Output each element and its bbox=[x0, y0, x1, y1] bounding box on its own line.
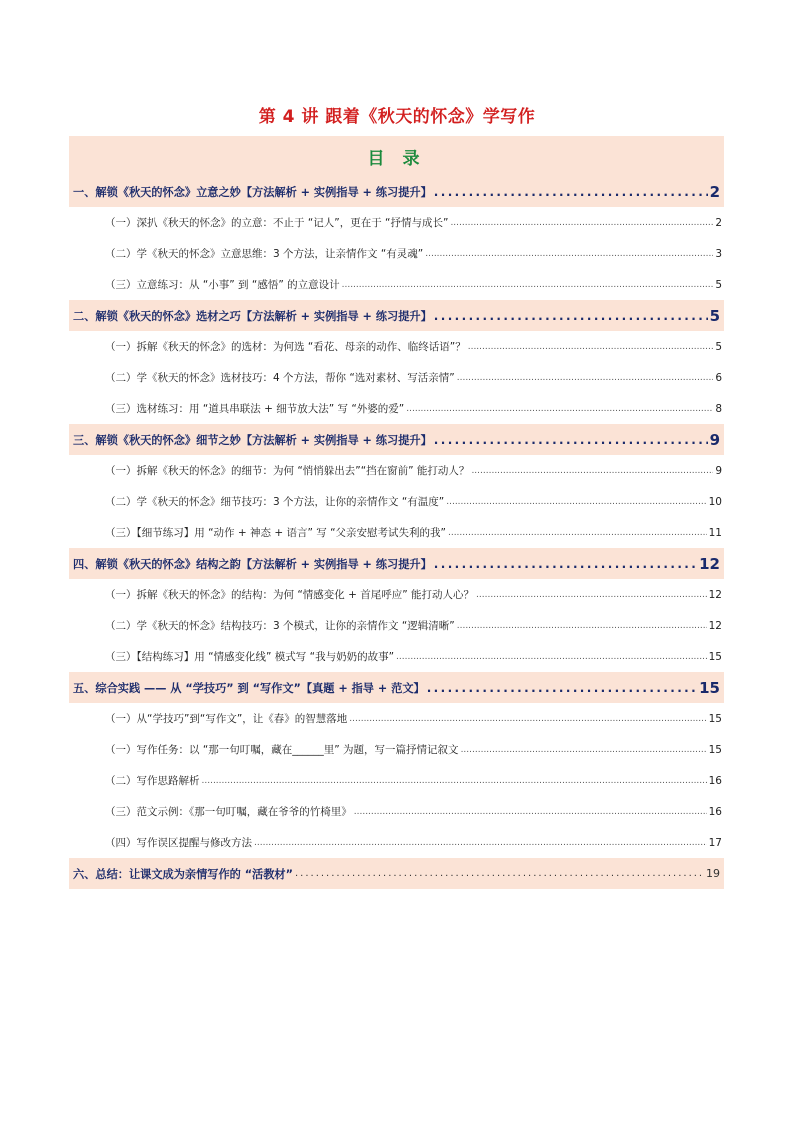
dot-leader bbox=[476, 590, 707, 600]
toc-entry-text: （三）【细节练习】用 “动作 + 神态 + 语言” 写 “父亲安慰考试失利的我” bbox=[105, 527, 446, 539]
toc-entry-text: （一）拆解《秋天的怀念》的选材：为何选 “看花、母亲的动作、临终话语”？ bbox=[105, 341, 466, 353]
toc-page-number: 15 bbox=[708, 712, 722, 725]
dot-leader bbox=[295, 868, 704, 879]
toc-page-number: 17 bbox=[708, 836, 722, 849]
toc-entry-subsection[interactable] bbox=[69, 455, 724, 486]
toc-entry-subsection[interactable] bbox=[69, 207, 724, 238]
toc-page-number: 9 bbox=[709, 430, 720, 449]
toc-page-number: 5 bbox=[715, 340, 722, 353]
toc-entry-text: 五、综合实践 —— 从 “学技巧” 到 “写作文”【真题 + 指导 + 范文】 bbox=[73, 681, 425, 695]
toc-page-number: 2 bbox=[709, 182, 720, 201]
toc-entry-text: 三、解锁《秋天的怀念》细节之妙【方法解析 + 实例指导 + 练习提升】 bbox=[73, 433, 432, 447]
dot-leader bbox=[457, 621, 707, 631]
toc-entry-subsection[interactable] bbox=[69, 486, 724, 517]
toc-entry-text: （一）深扒《秋天的怀念》的立意：不止于 “记人”，更在于 “抒情与成长” bbox=[105, 217, 449, 229]
toc-entry-text: （三）选材练习：用 “道具串联法 + 细节放大法” 写 “外婆的爱” bbox=[105, 403, 405, 415]
toc-page-number: 8 bbox=[715, 402, 722, 415]
toc-entry-section-5[interactable] bbox=[69, 672, 724, 703]
toc-page-number: 15 bbox=[699, 678, 720, 697]
toc-heading: 目 录 bbox=[367, 148, 426, 169]
toc-entry-section-4[interactable] bbox=[69, 548, 724, 579]
toc-entry-section-1[interactable] bbox=[69, 176, 724, 207]
toc-entry-section-6[interactable] bbox=[69, 858, 724, 889]
toc-page-number: 6 bbox=[715, 371, 722, 384]
toc-entry-text: （二）学《秋天的怀念》结构技巧：3 个模式，让你的亲情作文 “逻辑清晰” bbox=[105, 620, 455, 632]
dot-leader bbox=[450, 218, 713, 228]
dot-leader bbox=[457, 373, 714, 383]
toc-entry-subsection[interactable] bbox=[69, 331, 724, 362]
dot-leader bbox=[427, 681, 697, 695]
toc-entry-text: （一）写作任务：以 “那一句叮嘱，藏在______里” 为题，写一篇抒情记叙文 bbox=[105, 744, 459, 756]
dot-leader bbox=[471, 466, 713, 476]
dot-leader bbox=[446, 497, 706, 507]
dot-leader bbox=[461, 745, 707, 755]
toc-page-number: 15 bbox=[708, 650, 722, 663]
table-of-contents bbox=[69, 136, 724, 889]
toc-entry-text: 一、解锁《秋天的怀念》立意之妙【方法解析 + 实例指导 + 练习提升】 bbox=[73, 185, 432, 199]
dot-leader bbox=[396, 652, 707, 662]
toc-entry-subsection[interactable] bbox=[69, 238, 724, 269]
dot-leader bbox=[434, 557, 697, 571]
dot-leader bbox=[354, 807, 707, 817]
toc-entry-subsection[interactable] bbox=[69, 393, 724, 424]
toc-page-number: 5 bbox=[709, 306, 720, 325]
dot-leader bbox=[434, 185, 708, 199]
toc-page-number: 16 bbox=[708, 805, 722, 818]
toc-entry-text: （二）写作思路解析 bbox=[105, 775, 200, 787]
toc-entry-subsection[interactable] bbox=[69, 827, 724, 858]
dot-leader bbox=[349, 714, 706, 724]
toc-page-number: 12 bbox=[708, 588, 722, 601]
toc-entry-text: 四、解锁《秋天的怀念》结构之韵【方法解析 + 实例指导 + 练习提升】 bbox=[73, 557, 432, 571]
toc-page-number: 12 bbox=[708, 619, 722, 632]
toc-page-number: 2 bbox=[715, 216, 722, 229]
toc-entry-section-2[interactable] bbox=[69, 300, 724, 331]
toc-entry-subsection[interactable] bbox=[69, 796, 724, 827]
toc-entry-subsection[interactable] bbox=[69, 269, 724, 300]
toc-entry-text: （四）写作误区提醒与修改方法 bbox=[105, 837, 252, 849]
toc-entry-text: （三）立意练习：从 “小事” 到 “感悟” 的立意设计 bbox=[105, 279, 340, 291]
toc-entry-subsection[interactable] bbox=[69, 362, 724, 393]
toc-page-number: 19 bbox=[706, 867, 720, 880]
toc-entry-subsection[interactable] bbox=[69, 703, 724, 734]
dot-leader bbox=[434, 309, 708, 323]
toc-page-number: 15 bbox=[708, 743, 722, 756]
dot-leader bbox=[406, 404, 713, 414]
toc-page-number: 5 bbox=[715, 278, 722, 291]
toc-entry-subsection[interactable] bbox=[69, 579, 724, 610]
toc-entry-text: （二）学《秋天的怀念》选材技巧：4 个方法，帮你 “选对素材、写活亲情” bbox=[105, 372, 455, 384]
dot-leader bbox=[254, 838, 707, 848]
toc-page-number: 16 bbox=[708, 774, 722, 787]
toc-page-number: 12 bbox=[699, 554, 720, 573]
toc-entry-text: （三）范文示例：《那一句叮嘱，藏在爷爷的竹椅里》 bbox=[105, 806, 352, 818]
toc-page-number: 3 bbox=[715, 247, 722, 260]
toc-entry-subsection[interactable] bbox=[69, 765, 724, 796]
dot-leader bbox=[448, 528, 707, 538]
toc-entry-subsection[interactable] bbox=[69, 517, 724, 548]
toc-entry-text: 二、解锁《秋天的怀念》选材之巧【方法解析 + 实例指导 + 练习提升】 bbox=[73, 309, 432, 323]
dot-leader bbox=[468, 342, 714, 352]
dot-leader bbox=[434, 433, 708, 447]
document-title: 第 4 讲 跟着《秋天的怀念》学写作 bbox=[258, 107, 536, 127]
toc-entry-text: （一）拆解《秋天的怀念》的结构：为何 “情感变化 + 首尾呼应” 能打动人心？ bbox=[105, 589, 475, 601]
toc-entry-section-3[interactable] bbox=[69, 424, 724, 455]
toc-entry-text: （二）学《秋天的怀念》立意思维：3 个方法，让亲情作文 “有灵魂” bbox=[105, 248, 424, 260]
toc-entry-text: （二）学《秋天的怀念》细节技巧：3 个方法，让你的亲情作文 “有温度” bbox=[105, 496, 445, 508]
toc-entry-text: （一）拆解《秋天的怀念》的细节：为何 “悄悄躲出去”“挡在窗前” 能打动人？ bbox=[105, 465, 470, 477]
toc-entry-text: 六、总结：让课文成为亲情写作的 “活教材” bbox=[73, 867, 293, 881]
dot-leader bbox=[425, 249, 713, 259]
toc-entry-subsection[interactable] bbox=[69, 610, 724, 641]
toc-entry-text: （三）【结构练习】用 “情感变化线” 模式写 “我与奶奶的故事” bbox=[105, 651, 395, 663]
toc-entry-subsection[interactable] bbox=[69, 641, 724, 672]
dot-leader bbox=[342, 280, 714, 290]
toc-page-number: 9 bbox=[715, 464, 722, 477]
dot-leader bbox=[202, 776, 707, 786]
toc-page-number: 11 bbox=[708, 526, 722, 539]
toc-page-number: 10 bbox=[708, 495, 722, 508]
toc-entry-subsection[interactable] bbox=[69, 734, 724, 765]
toc-entry-text: （一）从“学技巧”到“写作文”，让《春》的智慧落地 bbox=[105, 713, 348, 725]
